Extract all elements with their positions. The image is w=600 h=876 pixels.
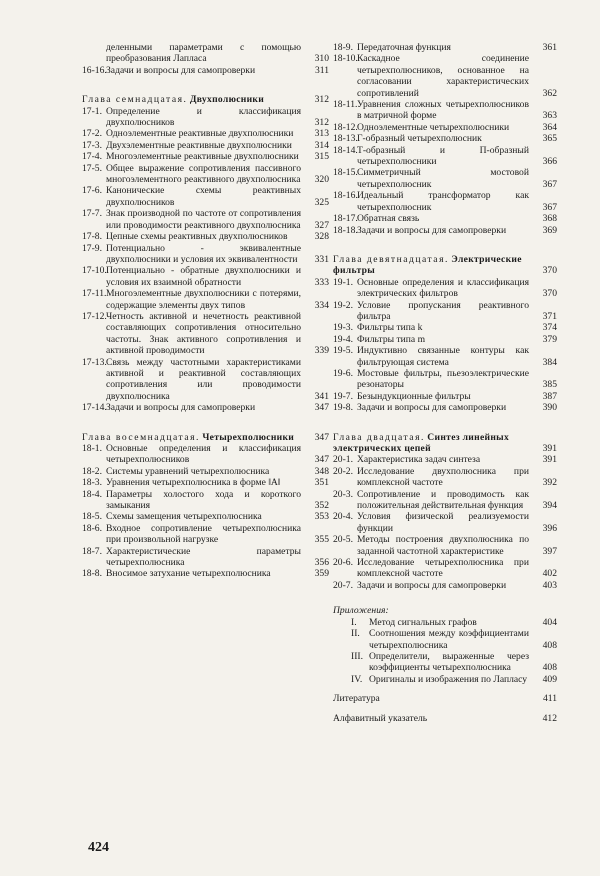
toc-entry [82, 489, 329, 512]
chapter-heading [333, 254, 557, 277]
toc-entry-number: 20-7. [333, 579, 353, 591]
toc-entry-number: 17-13. [82, 356, 107, 368]
toc-entry [82, 106, 329, 129]
toc-entry-number: 18-3. [82, 477, 102, 489]
toc-entry-page: 387 [542, 390, 557, 402]
toc-entry-page: 403 [542, 579, 557, 591]
toc-entry-number: 17-10. [82, 265, 107, 277]
toc-entry-title: Каскадное соединение четырехполюсников, основанное на согласовании характеристических сопротивлений [357, 53, 529, 99]
toc-entry-number: 17-14. [82, 402, 107, 414]
toc-entry-page: 368 [542, 213, 557, 225]
toc-entry [82, 140, 329, 151]
toc-entry-title: Условие пропускания реактивного фильтра [357, 299, 529, 322]
toc-entry-page: 351 [314, 477, 329, 489]
toc-entry [82, 65, 329, 76]
toc-entry-title: деленными параметрами с помощью преобразования Лапласа [106, 42, 301, 65]
toc-entry [333, 557, 557, 580]
toc-entry-page: 365 [542, 133, 557, 145]
toc-entry [333, 322, 557, 333]
toc-entry-page: 371 [542, 310, 557, 322]
toc-entry-title: Методы построения двухполюсника по заданной частотной характеристике [357, 534, 529, 557]
toc-entry [82, 511, 329, 522]
toc-entry-number: 18-4. [82, 488, 102, 500]
toc-entry-title: Обратная связь [357, 213, 420, 225]
chapter-lead: Глава семнадцатая. [82, 94, 188, 106]
chapter-heading [82, 94, 329, 105]
toc-entry [82, 185, 329, 208]
toc-entry-page: 396 [542, 522, 557, 534]
toc-entry [333, 133, 557, 144]
toc-entry [82, 163, 329, 186]
chapter-page: 347 [314, 431, 329, 443]
chapter-page: 391 [542, 443, 557, 454]
toc-entry [333, 651, 557, 674]
toc-entry-page: 392 [542, 477, 557, 489]
toc-entry-number: 19-6. [333, 367, 353, 379]
toc-entry [82, 523, 329, 546]
toc-entry-title: Задачи и вопросы для самопроверки [357, 402, 507, 414]
toc-entry-title: Уравнения сложных четырехполюсников в матричной форме [357, 99, 529, 122]
toc-entry-number: 17-3. [82, 139, 102, 151]
toc-entry [333, 145, 557, 168]
toc-entry [333, 617, 557, 628]
toc-entry [333, 300, 557, 323]
toc-entry [333, 580, 557, 591]
toc-entry-title: Знак производной по частоте от сопротивления или проводимости реактивного двухполюсника [106, 208, 301, 231]
toc-entry-title: Вносимое затухание четырехполюсника [106, 568, 271, 580]
toc-entry-page: 320 [314, 174, 329, 186]
toc-entry-number: 18-9. [333, 42, 353, 53]
toc-entry-number: 18-2. [82, 465, 102, 477]
toc-entry-title: Фильтры типа m [357, 333, 426, 345]
toc-entry-number: 19-2. [333, 299, 353, 311]
toc-entry-number: 18-15. [333, 167, 358, 179]
toc-entry-page: 397 [542, 545, 557, 557]
toc-entry-number: 20-3. [333, 488, 353, 500]
toc-entry-page: 312 [314, 117, 329, 129]
toc-entry [82, 288, 329, 311]
toc-entry-title: Оригиналы и изображения по Лапласу [369, 673, 528, 685]
toc-entry [82, 243, 329, 266]
toc-entry [333, 534, 557, 557]
toc-entry [333, 454, 557, 465]
toc-entry-title: Характеристические параметры четырехполюсника [106, 545, 301, 569]
toc-entry-title: Канонические схемы реактивных двухполюсников [106, 185, 301, 208]
toc-entry-title: Одноэлементные реактивные двухполюсники [106, 128, 294, 140]
toc-entry-page: 341 [314, 390, 329, 402]
toc-back-matter-entry [333, 693, 557, 704]
toc-entry-title: Задачи и вопросы для самопроверки [357, 579, 507, 591]
toc-entry-title: Многоэлементные двухполюсники с потерями, содержащие элементы двух типов [106, 288, 301, 311]
toc-entry-page: 347 [314, 454, 329, 466]
toc-entry-number: 19-5. [333, 345, 353, 357]
toc-entry-title: Г-образный четырехполюсник [357, 133, 482, 145]
toc-entry [333, 167, 557, 190]
toc-entry-title: Четность активной и нечетность реактивной составляющих сопротивления относительно частоты. Знак активного сопротивления и активной проводимости [106, 310, 301, 357]
toc-entry-page: 325 [314, 196, 329, 208]
toc-entry-title: Одноэлементные четырехполюсники [357, 121, 510, 133]
toc-entry-number: 20-6. [333, 557, 353, 569]
toc-entry-title: Основные определения и классификация четырехполюсников [106, 443, 301, 466]
toc-entry-number: 19-8. [333, 402, 353, 414]
toc-entry-title: Сопротивление и проводимость как положительная действительная функция [357, 488, 529, 512]
toc-entry-title: Безындукционные фильтры [357, 390, 471, 402]
toc-entry-number: 17-8. [82, 231, 102, 243]
toc-entry-page: 384 [542, 356, 557, 368]
toc-entry-page: 352 [314, 500, 329, 512]
toc-entry [333, 466, 557, 489]
toc-entry-page: 394 [542, 500, 557, 512]
toc-entry-title: Входное сопротивление четырехполюсника при произвольной нагрузке [106, 522, 301, 546]
toc-entry-page: 362 [542, 87, 557, 99]
chapter-lead: Глава восемнадцатая. [82, 431, 200, 443]
toc-entry [82, 208, 329, 231]
toc-entry-number: 18-13. [333, 133, 358, 145]
toc-entry-number: 18-7. [82, 545, 102, 557]
toc-entry [333, 368, 557, 391]
toc-entry [333, 277, 557, 300]
toc-entry-number: I. [351, 616, 357, 628]
toc-entry-number: 18-8. [82, 568, 102, 580]
toc-entry [333, 225, 557, 236]
toc-entry [82, 546, 329, 569]
toc-entry [333, 190, 557, 213]
toc-entry-number: 18-11. [333, 99, 358, 111]
toc-entry-page: 391 [542, 454, 557, 466]
toc-entry-title: Задачи и вопросы для самопроверки [106, 64, 256, 76]
toc-entry-title: Схемы замещения четырехполюсника [106, 511, 262, 523]
toc-entry-title: Условия физической реализуемости функции [357, 511, 529, 534]
toc-entry [333, 489, 557, 512]
toc-entry [82, 151, 329, 162]
chapter-title: Синтез линейных электрических цепей [333, 431, 510, 454]
toc-entry [333, 345, 557, 368]
toc-entry-number: 19-3. [333, 322, 353, 334]
toc-entry-title: Многоэлементные реактивные двухполюсники [106, 151, 299, 163]
toc-entry-page: 359 [314, 568, 329, 580]
toc-entry-page: 402 [542, 568, 557, 580]
toc-entry-page: 314 [314, 139, 329, 151]
toc-entry-page: 370 [542, 288, 557, 300]
toc-back-matter-entry [333, 713, 557, 724]
toc-entry-page: 361 [542, 42, 557, 53]
toc-entry-page: 404 [542, 616, 557, 628]
toc-entry-number: 18-14. [333, 144, 358, 156]
toc-entry-page: 409 [542, 673, 557, 685]
toc-entry-title: Мостовые фильтры, пьезоэлектрические резонаторы [357, 367, 529, 391]
chapter-page: 312 [314, 94, 329, 106]
toc-entry-title: Определители, выраженные через коэффициенты четырехполюсника [369, 650, 529, 674]
page-number: 424 [88, 840, 109, 855]
toc-entry [333, 122, 557, 133]
toc-entry [333, 53, 557, 99]
toc-entry-title: Уравнения четырехполюсника в форме ‖A‖ [106, 477, 281, 489]
toc-entry-title: Параметры холостого хода и короткого замыкания [106, 488, 301, 512]
toc-entry [333, 213, 557, 224]
toc-entry-number: 18-5. [82, 511, 102, 523]
toc-entry [82, 42, 329, 65]
toc-entry-page: 315 [314, 151, 329, 163]
toc-entry-number: 17-4. [82, 151, 102, 163]
toc-entry [82, 265, 329, 288]
toc-entry-title: Исследование двухполюсника при комплексной частоте [357, 465, 529, 489]
toc-entry-title: Индуктивно связанные контуры как фильтрующая система [357, 345, 529, 368]
toc-entry-title: Т-образный и П-образный четырехполюсники [357, 144, 529, 168]
toc-entry-number: 18-17. [333, 213, 358, 225]
toc-entry-page: 412 [542, 712, 557, 724]
toc-entry-number: 20-5. [333, 534, 353, 546]
toc-right-column [333, 42, 557, 724]
toc-entry-page: 333 [314, 276, 329, 288]
toc-entry [82, 466, 329, 477]
toc-entry-page: 408 [542, 662, 557, 674]
toc-entry-number: 17-6. [82, 185, 102, 197]
toc-entry-page: 328 [314, 231, 329, 243]
toc-entry-page: 411 [542, 693, 557, 705]
toc-entry-title: Алфавитный указатель [333, 712, 428, 724]
toc-entry-page: 313 [314, 128, 329, 140]
toc-entry [82, 357, 329, 403]
toc-entry-page: 366 [542, 156, 557, 168]
appendix-heading: Приложения: [333, 605, 389, 617]
toc-entry [333, 402, 557, 413]
chapter-title: Электрические фильтры [333, 253, 522, 277]
chapter-title: Четырехполюсники [202, 431, 295, 443]
toc-entry-page: 390 [542, 402, 557, 414]
toc-entry-number: 17-9. [82, 242, 102, 254]
toc-entry-number: III. [351, 650, 363, 662]
toc-entry [82, 128, 329, 139]
toc-entry-page: 348 [314, 465, 329, 477]
toc-entry-title: Определение и классификация двухполюсников [106, 105, 301, 129]
toc-entry-title: Общее выражение сопротивления пассивного многоэлементного реактивного двухполюсника [106, 162, 301, 186]
toc-entry [82, 568, 329, 579]
toc-entry-page: 339 [314, 345, 329, 357]
chapter-title: Двухполюсники [189, 94, 265, 106]
toc-entry-number: 18-10. [333, 53, 358, 65]
toc-entry-page: 369 [542, 224, 557, 236]
toc-entry-page: 364 [542, 121, 557, 133]
toc-entry-number: 19-1. [333, 276, 353, 288]
toc-entry-title: Исследование четырехполюсника при комплексной частоте [357, 557, 529, 580]
toc-entry-number: 19-4. [333, 333, 353, 345]
toc-entry-number: 17-12. [82, 310, 107, 322]
toc-entry-page: 353 [314, 511, 329, 523]
toc-entry [333, 391, 557, 402]
toc-entry-title: Симметричный мостовой четырехполюсник [357, 167, 529, 190]
toc-entry-number: 18-18. [333, 224, 358, 236]
chapter-lead: Глава девятнадцатая. [333, 253, 449, 265]
chapter-page: 370 [542, 265, 557, 277]
toc-entry-title: Литература [333, 693, 380, 705]
toc-entry-title: Фильтры типа k [357, 322, 423, 334]
toc-entry-number: 20-1. [333, 454, 353, 466]
toc-entry-title: Задачи и вопросы для самопроверки [106, 402, 256, 414]
toc-entry-number: 18-16. [333, 190, 358, 202]
toc-entry [82, 311, 329, 357]
chapter-heading [82, 432, 329, 443]
toc-entry-number: 18-12. [333, 121, 358, 133]
toc-entry-number: 17-11. [82, 288, 107, 300]
toc-left-column [82, 42, 329, 580]
toc-entry [333, 99, 557, 122]
toc-entry-page: 310 [314, 53, 329, 65]
toc-entry-page: 331 [314, 253, 329, 265]
toc-entry-title: Цепные схемы реактивных двухполюсников [106, 231, 288, 243]
toc-entry-page: 356 [314, 557, 329, 569]
toc-entry-number: IV. [351, 673, 363, 685]
toc-entry-title: Характеристика задач синтеза [357, 454, 481, 466]
toc-entry-page: 374 [542, 322, 557, 334]
toc-entry [333, 674, 557, 685]
toc-entry-page: 347 [314, 402, 329, 414]
toc-entry-title: Соотношения между коэффициентами четырехполюсника [369, 628, 529, 651]
toc-entry-title: Системы уравнений четырехполюсника [106, 465, 270, 477]
toc-entry-title: Задачи и вопросы для самопроверки [357, 224, 507, 236]
toc-entry [333, 628, 557, 651]
toc-entry-title: Потенциально - обратные двухполюсники и условия их взаимной обратности [106, 265, 301, 288]
toc-entry-page: 327 [314, 219, 329, 231]
toc-entry-page: 334 [314, 299, 329, 311]
chapter-heading [333, 432, 557, 455]
toc-entry-number: 17-2. [82, 128, 102, 140]
toc-entry-number: 20-2. [333, 465, 353, 477]
toc-entry-page: 367 [542, 201, 557, 213]
toc-entry-number: 16-16. [82, 64, 107, 76]
toc-entry-title: Потенциально - эквивалентные двухполюсники и условия их эквивалентности [106, 242, 301, 265]
toc-entry [82, 477, 329, 488]
toc-entry-number: 20-4. [333, 511, 353, 523]
toc-entry [82, 443, 329, 466]
toc-entry-page: 311 [314, 64, 329, 76]
toc-entry [333, 334, 557, 345]
toc-entry-page: 367 [542, 178, 557, 190]
toc-entry-title: Идеальный трансформатор как четырехполюсник [357, 190, 529, 213]
chapter-lead: Глава двадцатая. [333, 431, 425, 443]
toc-entry-page: 379 [542, 333, 557, 345]
toc-entry-title: Двухэлементные реактивные двухполюсники [106, 139, 292, 151]
toc-entry [333, 42, 557, 53]
toc-entry-page: 355 [314, 534, 329, 546]
toc-entry-page: 363 [542, 110, 557, 122]
toc-entry-number: 17-1. [82, 105, 102, 117]
toc-entry [82, 231, 329, 242]
toc-entry-number: 17-5. [82, 162, 102, 174]
toc-entry-page: 385 [542, 379, 557, 391]
toc-entry [82, 402, 329, 413]
toc-entry-title: Основные определения и классификация электрических фильтров [357, 276, 529, 300]
toc-entry-title: Связь между частотными характеристиками активной и реактивной составляющих сопротивления или проводимости двухполюсника [106, 356, 301, 402]
toc-entry-number: 19-7. [333, 390, 353, 402]
toc-entry-number: 18-1. [82, 443, 102, 454]
toc-entry [333, 511, 557, 534]
toc-entry-title: Метод сигнальных графов [369, 616, 477, 628]
toc-entry-title: Передаточная функция [357, 42, 451, 53]
toc-entry-number: II. [351, 628, 360, 640]
toc-entry-number: 18-6. [82, 522, 102, 534]
toc-entry-number: 17-7. [82, 208, 102, 220]
toc-entry-page: 408 [542, 639, 557, 651]
